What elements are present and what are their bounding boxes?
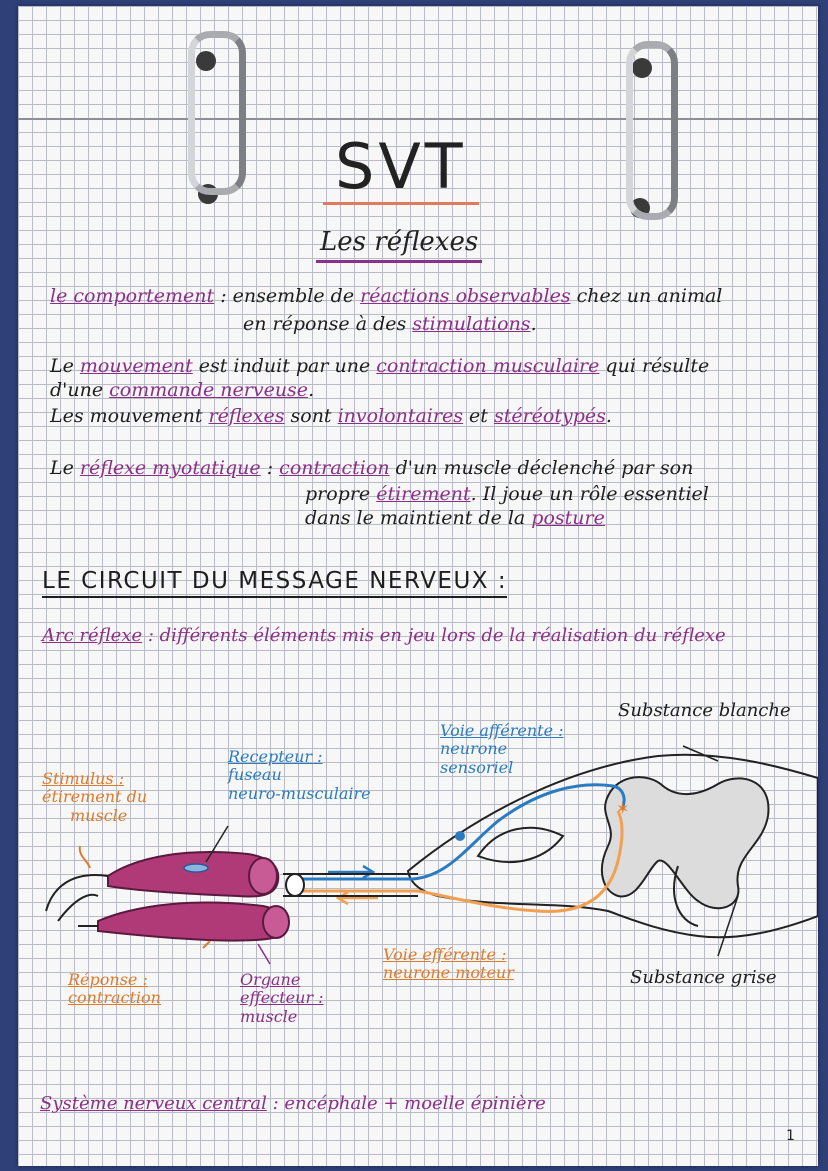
separator: : <box>266 457 274 479</box>
highlight: stimulations <box>412 313 531 335</box>
voie-efferente-line2: neurone moteur <box>383 963 514 983</box>
highlight: réflexes <box>208 405 285 427</box>
text: propre <box>305 483 377 505</box>
label-voie-efferente <box>383 946 514 983</box>
label-stimulus <box>42 770 147 825</box>
separator: : <box>220 285 227 307</box>
muscle-lower-cut <box>263 906 289 938</box>
voie-afferente-title: Voie afférente : <box>440 721 564 740</box>
section-title: LE CIRCUIT DU MESSAGE NERVEUX : <box>42 568 507 598</box>
page-subtitle: Les réflexes <box>316 228 482 263</box>
organe-title: Organe <box>240 970 301 989</box>
highlight: commande nerveuse <box>109 379 309 401</box>
voie-afferente-line2: neurone <box>440 739 508 759</box>
efferent-arrow <box>338 892 378 904</box>
label-substance-grise: Substance grise <box>630 967 777 988</box>
arc-reflexe-definition <box>42 626 726 647</box>
text: Les mouvement <box>50 405 209 427</box>
definition-comportement-line2 <box>243 314 537 336</box>
term-myotatique: réflexe myotatique <box>79 457 261 479</box>
text: Le <box>50 355 80 377</box>
stimulus-line3: muscle <box>70 805 128 825</box>
text: . <box>308 379 315 401</box>
page-title: SVT <box>323 131 479 205</box>
synapse-marker: ✶ <box>616 799 630 818</box>
pointer-blanche <box>683 746 718 761</box>
muscle-lower <box>98 902 287 940</box>
stimulus-title: Stimulus : <box>42 769 125 788</box>
afferent-arrow <box>328 866 373 878</box>
reponse-line2: contraction <box>68 988 161 1008</box>
text: Le <box>50 457 80 479</box>
highlight: réactions observables <box>360 285 571 307</box>
text: et <box>462 405 494 427</box>
afferent-cell-body <box>455 831 465 841</box>
text: en réponse à des <box>243 313 413 335</box>
term-snc: Système nerveux central <box>40 1093 267 1114</box>
dorsal-root-ganglion <box>478 828 563 862</box>
highlight: involontaires <box>337 405 463 427</box>
organe-line3: muscle <box>240 1006 298 1026</box>
text: chez un animal <box>570 285 723 307</box>
text: dans le maintient de la <box>305 507 532 529</box>
text: d'une <box>50 379 110 401</box>
mouvement-line2 <box>50 380 314 402</box>
grey-matter <box>602 777 769 908</box>
recepteur-title: Recepteur : <box>228 747 323 766</box>
notebook-page <box>18 6 818 1166</box>
text: sont <box>284 405 338 427</box>
myotatique-line2 <box>305 484 709 506</box>
binder-ring-left <box>188 31 246 195</box>
text: d'un muscle déclenché par son <box>389 457 694 479</box>
label-substance-blanche: Substance blanche <box>618 700 791 721</box>
reflex-arc-diagram <box>18 686 818 1066</box>
mouvement-line1 <box>50 356 709 378</box>
pointer-stimulus <box>80 846 90 868</box>
label-reponse <box>68 971 161 1008</box>
neuromuscular-spindle <box>184 864 208 872</box>
text: ensemble de <box>232 285 361 307</box>
myotatique-line1 <box>50 458 693 480</box>
term-arc-reflexe: Arc réflexe <box>42 625 143 646</box>
label-voie-afferente <box>440 722 564 777</box>
highlight: posture <box>531 507 605 529</box>
organe-line2: effecteur : <box>240 988 324 1008</box>
stimulus-line2: étirement du <box>42 787 148 807</box>
myotatique-line3 <box>305 508 605 530</box>
text: est induit par une <box>192 355 377 377</box>
highlight: stéréotypés <box>493 405 606 427</box>
nerve-cut-end <box>286 874 304 896</box>
snc-definition-text: : encéphale + moelle épinière <box>266 1093 546 1114</box>
text: qui résulte <box>599 355 710 377</box>
page-number: 1 <box>786 1128 795 1144</box>
pointer-organe <box>258 944 270 964</box>
definition-comportement <box>50 286 722 308</box>
term-comportement: le comportement <box>50 285 215 307</box>
label-recepteur <box>228 748 371 803</box>
pointer-reponse <box>203 941 210 948</box>
label-organe-effecteur <box>240 971 324 1026</box>
highlight: contraction musculaire <box>376 355 600 377</box>
voie-efferente-title: Voie efférente : <box>383 945 507 964</box>
recepteur-line3: neuro-musculaire <box>228 783 371 803</box>
recepteur-line2: fuseau <box>228 765 282 785</box>
highlight: étirement <box>376 483 471 505</box>
text: . <box>530 313 537 335</box>
perforation-line <box>18 118 818 120</box>
binder-ring-right <box>626 41 678 220</box>
highlight: mouvement <box>79 355 193 377</box>
text: . Il joue un rôle essentiel <box>470 483 709 505</box>
tendon-left <box>46 875 108 926</box>
muscle-upper-cut <box>249 858 277 894</box>
reponse-title: Réponse : <box>68 970 148 989</box>
voie-afferente-line3: sensoriel <box>440 757 514 777</box>
snc-definition <box>40 1094 546 1115</box>
highlight: contraction <box>279 457 390 479</box>
reflexes-line <box>50 406 612 428</box>
text: . <box>605 405 612 427</box>
arc-definition-text: : différents éléments mis en jeu lors de la réalisation du réflexe <box>142 625 726 646</box>
